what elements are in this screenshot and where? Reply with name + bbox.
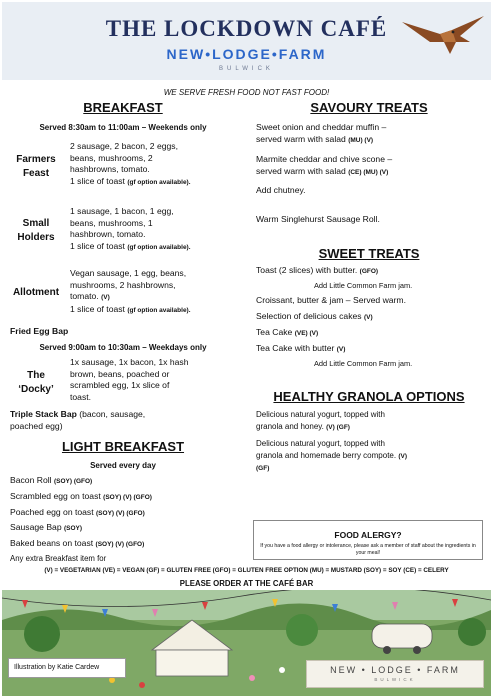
sweet-item-toast: Toast (2 slices) with butter. (GFO): [256, 265, 379, 275]
savoury-item-muffin: Sweet onion and cheddar muffin – served warm with salad (MU) (V): [256, 122, 387, 144]
farm-sign: NEW • LODGE • FARM BULWICK: [306, 660, 484, 688]
sweet-add-jam-2: Add Little Common Farm jam.: [314, 359, 413, 368]
small-holders-description: 1 sausage, 1 bacon, 1 egg, beans, mushrooms, 1 hashbrown, tomato. 1 slice of toast (gf option available).: [70, 206, 191, 251]
red-kite-icon: [400, 12, 486, 58]
breakfast-served-times: Served 8:30am to 11:00am – Weekends only: [39, 123, 207, 132]
order-notice: PLEASE ORDER AT THE CAFÉ BAR: [179, 579, 314, 588]
granola-heading: HEALTHY GRANOLA OPTIONS: [273, 389, 465, 404]
savoury-heading: SAVOURY TREATS: [310, 100, 428, 115]
weekday-served-times: Served 9:00am to 10:30am – Weekdays only: [39, 343, 207, 352]
light-item-bacon-roll: Bacon Roll (SOY) (GFO): [10, 475, 93, 485]
sweet-add-jam-1: Add Little Common Farm jam.: [314, 281, 413, 290]
sweet-item-croissant: Croissant, butter & jam – Served warm.: [256, 295, 406, 305]
allotment-label: Allotment: [12, 287, 60, 298]
small-holders-label: Small Holders: [17, 218, 55, 243]
sweet-item-cakes: Selection of delicious cakes (V): [256, 311, 373, 321]
tagline: WE SERVE FRESH FOOD NOT FAST FOOD!: [163, 88, 330, 97]
header-banner: [2, 2, 491, 80]
light-item-sausage-bap: Sausage Bap (SOY): [10, 522, 83, 532]
light-breakfast-served: Served every day: [90, 461, 156, 470]
illustration-credit: Illustration by Katie Cardew: [8, 658, 126, 678]
farm-name: NEW•LODGE•FARM: [166, 46, 327, 62]
sweet-item-teacake: Tea Cake (VE) (V): [256, 327, 319, 337]
granola-item-compote: Delicious natural yogurt, topped with granola and homemade berry compote. (V) (GF): [256, 439, 407, 472]
sweet-heading: SWEET TREATS: [318, 246, 420, 261]
light-item-baked-beans: Baked beans on toast (SOY) (V) (GFO): [10, 538, 145, 548]
light-breakfast-heading: LIGHT BREAKFAST: [61, 439, 185, 454]
allotment-description: Vegan sausage, 1 egg, beans, mushrooms, 2 hashbrowns, tomato. (V) 1 slice of toast (gf option available).: [70, 268, 191, 314]
light-item-poached-egg: Poached egg on toast (SOY) (V) (GFO): [10, 507, 145, 517]
docky-label: The ‘Docky’: [18, 370, 54, 395]
farm-place: BULWICK: [219, 66, 274, 72]
cafe-title: THE LOCKDOWN CAFÉ: [105, 16, 388, 41]
sweet-item-teacake-butter: Tea Cake with butter (V): [256, 343, 346, 353]
breakfast-heading: BREAKFAST: [83, 100, 163, 115]
farmers-feast-label: Farmers Feast: [16, 154, 56, 179]
docky-description: 1x sausage, 1x bacon, 1x hash brown, beans, poached or scrambled egg, 1x slice of toast.: [70, 357, 189, 402]
savoury-add-chutney: Add chutney.: [256, 185, 306, 195]
dietary-legend: (V) = VEGETARIAN (VE) = VEGAN (GF) = GLUTEN FREE (GFO) = GLUTEN FREE OPTION (MU) = MUSTARD (SOY) = SOY (CE) = CELERY: [44, 567, 449, 574]
farmers-feast-description: 2 sausage, 2 bacon, 2 eggs, beans, mushrooms, 2 hashbrowns, tomato. 1 slice of toast (gf option available).: [70, 141, 191, 186]
savoury-sausage-roll: Warm Singlehurst Sausage Roll.: [256, 214, 380, 224]
triple-stack-bap: Triple Stack Bap (bacon, sausage, poached egg): [10, 409, 146, 431]
allergy-title: FOOD ALERGY?: [334, 530, 402, 540]
fried-egg-bap: Fried Egg Bap: [10, 326, 69, 336]
food-allergy-notice: [253, 520, 483, 560]
savoury-item-scone: Marmite cheddar and chive scone – served warm with salad (CE) (MU) (V): [256, 154, 393, 176]
allergy-text: If you have a food allergy or intolerance, please ask a member of staff about the ingredients in your meal!: [260, 543, 476, 556]
granola-item-honey: Delicious natural yogurt, topped with granola and honey. (V) (GF): [256, 410, 385, 431]
light-item-scrambled-egg: Scrambled egg on toast (SOY) (V) (GFO): [10, 491, 152, 501]
light-item-extra: Any extra Breakfast item for: [10, 554, 107, 563]
